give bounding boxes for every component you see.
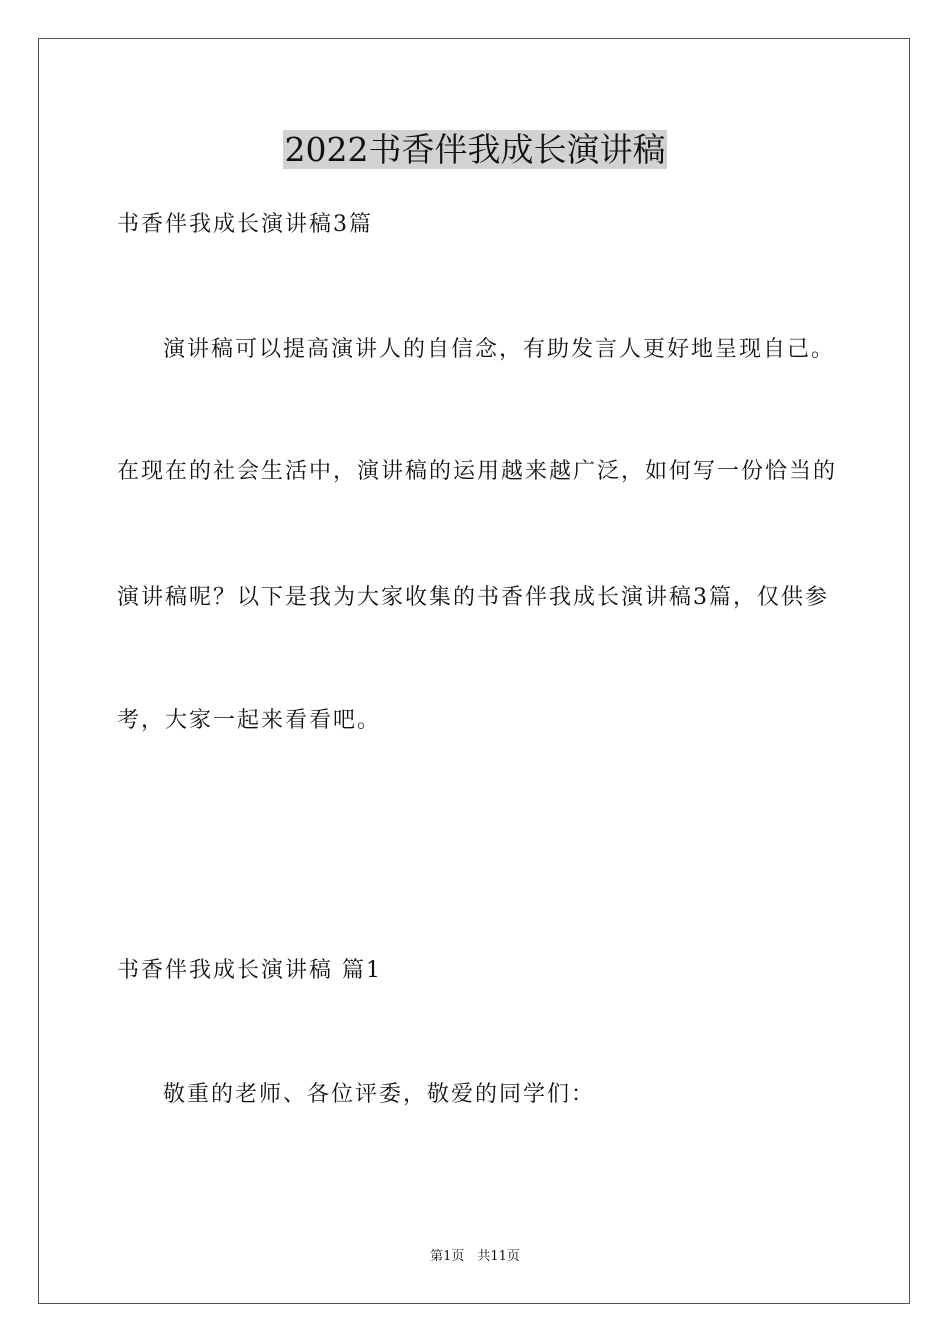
intro-line-3: 演讲稿呢？以下是我为大家收集的书香伴我成长演讲稿3篇，仅供参: [117, 585, 829, 610]
intro-line-2: 在现在的社会生活中，演讲稿的运用越来越广泛，如何写一份恰当的: [117, 459, 838, 484]
document-title: [0, 128, 950, 172]
intro-line-4: 考，大家一起来看看吧。: [117, 708, 382, 733]
document-subtitle: 书香伴我成长演讲稿3篇: [117, 212, 373, 237]
page-footer: 第1页 共11页: [430, 1249, 520, 1264]
greeting-line: 敬重的老师、各位评委，敬爱的同学们：: [163, 1082, 596, 1107]
intro-line-1: 演讲稿可以提高演讲人的自信念，有助发言人更好地呈现自己。: [163, 337, 836, 362]
document-title-text: 2022书香伴我成长演讲稿: [284, 130, 666, 169]
section-heading: 书香伴我成长演讲稿 篇1: [117, 958, 382, 983]
